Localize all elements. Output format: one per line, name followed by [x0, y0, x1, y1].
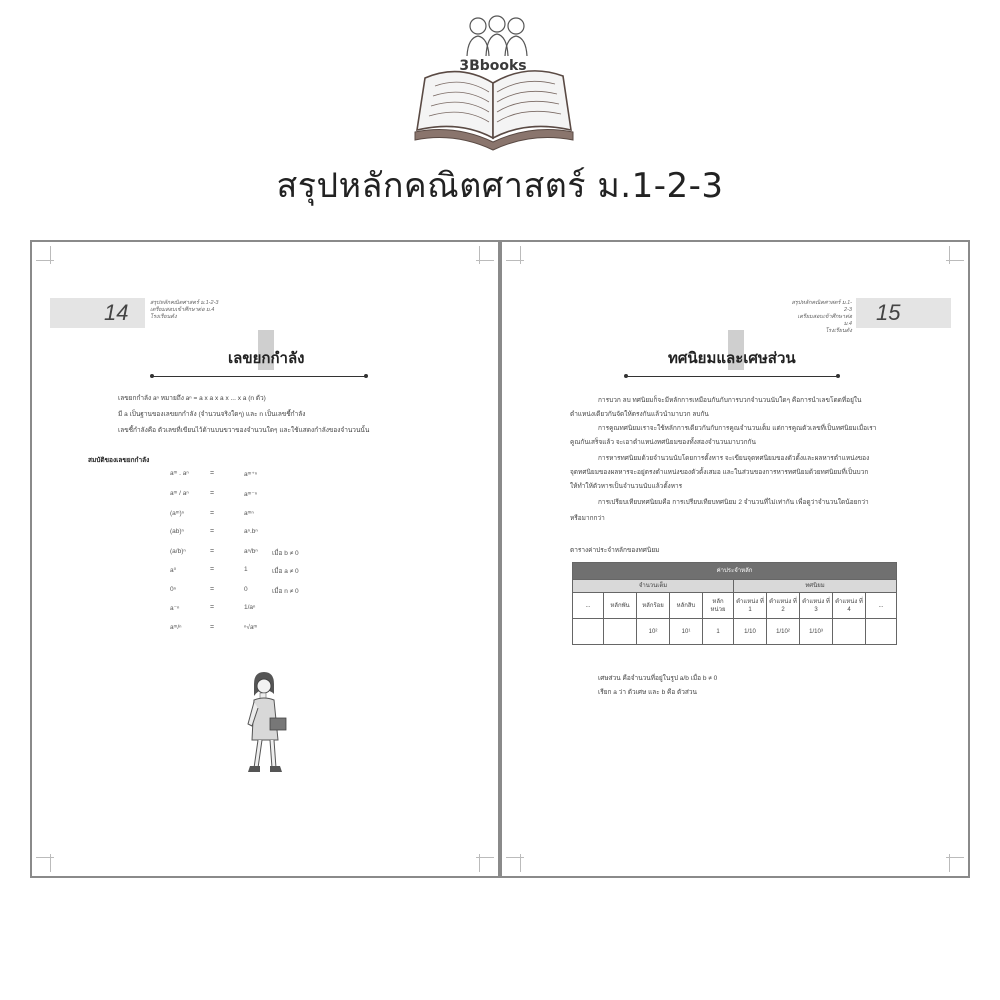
column-header: ...: [573, 593, 604, 619]
paragraph: เลขยกกำลัง aⁿ หมายถึง aⁿ = a x a x a x ... x a (n ตัว): [118, 395, 266, 402]
property-rhs: 0: [244, 586, 248, 593]
paragraph: ให้ทำให้ตัวหารเป็นจำนวนนับแล้วตั้งหาร: [570, 483, 683, 490]
page-number-box: [856, 298, 951, 328]
column-header: ตำแหน่ง ที่ 4: [833, 593, 866, 619]
crop-mark: [946, 246, 964, 264]
brand-logo: [405, 8, 580, 158]
underline-dot: [364, 374, 368, 378]
underline-dot: [624, 374, 628, 378]
paragraph: การเปรียบเทียบทศนิยมคือ การเปรียบเทียบทศนิยม 2 จำนวนที่ไม่เท่ากัน เพื่อดูว่าจำนวนใดน้อยกว่า: [598, 499, 869, 506]
properties-heading: สมบัติของเลขยกกำลัง: [88, 457, 150, 464]
column-header: ตำแหน่ง ที่ 2: [767, 593, 800, 619]
logo-text: 3Bbooks: [459, 58, 527, 74]
equals-sign: =: [210, 624, 215, 631]
main-title: สรุปหลักคณิตศาสตร์ ม.1-2-3: [276, 166, 724, 206]
paragraph: การบวก ลบ ทศนิยมก็จะมีหลักการเหมือนกันกับการบวกจำนวนนับใดๆ คือการนำเลขโดดที่อยู่ใน: [598, 397, 862, 404]
running-header: สรุปหลักคณิตศาสตร์ ม.1-2-3 เตรียมสอบเข้าศึกษาต่อ ม.4 โรงเรียนดัง: [150, 300, 219, 320]
property-condition: เมื่อ b ≠ 0: [272, 550, 299, 557]
equals-sign: =: [210, 490, 215, 497]
crop-mark: [506, 854, 524, 872]
crop-mark: [476, 246, 494, 264]
property-rhs: aᵐ⁺ⁿ: [244, 471, 258, 478]
property-lhs: (ab)ⁿ: [170, 528, 184, 535]
right-page: [500, 240, 970, 878]
property-lhs: aᵐ/ⁿ: [170, 624, 182, 631]
underline-dot: [150, 374, 154, 378]
paragraph: คูณกันเสร็จแล้ว จะเอาตำแหน่งทศนิยมของทั้งสองจำนวนมาบวกกัน: [570, 439, 756, 446]
page-number-box: [50, 298, 145, 328]
title-underline: [152, 376, 366, 377]
table-cell: 1/10³: [800, 619, 833, 645]
crop-mark: [946, 854, 964, 872]
column-header: ...: [866, 593, 897, 619]
page-number: 14: [104, 300, 129, 325]
title-underline: [626, 376, 838, 377]
equals-sign: =: [210, 566, 215, 573]
table-cell: 10²: [637, 619, 670, 645]
table-cell: 10¹: [670, 619, 703, 645]
table-title: ค่าประจำหลัก: [573, 563, 897, 580]
property-lhs: aᵐ / aⁿ: [170, 490, 189, 497]
table-cell: [833, 619, 866, 645]
property-lhs: a⁻ⁿ: [170, 605, 180, 612]
running-header: สรุปหลักคณิตศาสตร์ ม.1-2-3 เตรียมสอบเข้าศึกษาต่อ ม.4 โรงเรียนดัง: [791, 300, 852, 334]
table-cell: [573, 619, 604, 645]
property-rhs: 1: [244, 566, 248, 573]
equals-sign: =: [210, 604, 215, 611]
paragraph: เลขชี้กำลังคือ ตัวเลขที่เขียนไว้ด้านบนขวาของจำนวนใดๆ และใช้แสดงกำลังของจำนวนนั้น: [118, 427, 370, 434]
property-lhs: 0ⁿ: [170, 586, 176, 593]
table-cell: [866, 619, 897, 645]
paragraph: มี a เป็นฐานของเลขยกกำลัง (จำนวนจริงใดๆ) และ n เป็นเลขชี้กำลัง: [118, 411, 306, 418]
chapter-title: เลขยกกำลัง: [228, 349, 305, 367]
property-rhs: 1/aⁿ: [244, 604, 256, 611]
crop-mark: [476, 854, 494, 872]
column-header: หลักพัน: [604, 593, 637, 619]
table-cell: 1/10²: [767, 619, 800, 645]
paragraph: จุดทศนิยมของผลหารจะอยู่ตรงตำแหน่งของตัวตั้งเสมอ และในส่วนของการหารทศนิยมด้วยทศนิยมที่เป็นบวก: [570, 469, 869, 476]
paragraph: การหารทศนิยมด้วยจำนวนนับโดยการตั้งหาร จะเขียนจุดทศนิยมของตัวตั้งและผลหารตำแหน่งของ: [598, 455, 870, 462]
column-header: ตำแหน่ง ที่ 3: [800, 593, 833, 619]
property-lhs: (a/b)ⁿ: [170, 548, 186, 555]
table-caption: ตารางค่าประจำหลักของทศนิยม: [570, 547, 660, 554]
chapter-title: ทศนิยมและเศษส่วน: [668, 349, 796, 367]
book-spread: [30, 240, 970, 878]
property-lhs: a⁰: [170, 567, 177, 574]
equals-sign: =: [210, 470, 215, 477]
crop-mark: [36, 854, 54, 872]
table-cell: 1: [703, 619, 734, 645]
group-whole: จำนวนเต็ม: [573, 580, 734, 593]
property-condition: เมื่อ n ≠ 0: [272, 588, 299, 595]
table-cell: 1/10: [734, 619, 767, 645]
fraction-definition: เรียก a ว่า ตัวเศษ และ b คือ ตัวส่วน: [598, 689, 697, 696]
underline-dot: [836, 374, 840, 378]
fraction-definition: เศษส่วน คือจำนวนที่อยู่ในรูป a/b เมื่อ b ≠ 0: [598, 675, 718, 682]
equals-sign: =: [210, 510, 215, 517]
property-condition: เมื่อ a ≠ 0: [272, 568, 299, 575]
paragraph: หรือมากกว่า: [570, 515, 605, 522]
equals-sign: =: [210, 528, 215, 535]
column-header: หลักร้อย: [637, 593, 670, 619]
page-number: 15: [876, 300, 901, 325]
property-lhs: (aᵐ)ⁿ: [170, 510, 185, 517]
left-page: [30, 240, 500, 878]
equals-sign: =: [210, 548, 215, 555]
table-cell: [604, 619, 637, 645]
column-header: หลักสิบ: [670, 593, 703, 619]
column-header: หลัก หน่วย: [703, 593, 734, 619]
property-lhs: aᵐ . aⁿ: [170, 470, 189, 477]
paragraph: การคูณทศนิยมเราจะใช้หลักการเดียวกันกับการคูณจำนวนเต็ม แต่การคูณตัวเลขที่เป็นทศนิยมเมื่อเรา: [598, 425, 877, 432]
crop-mark: [36, 246, 54, 264]
property-rhs: aᵐⁿ: [244, 510, 254, 517]
property-rhs: aᵐ⁻ⁿ: [244, 491, 258, 498]
student-illustration: [240, 670, 300, 782]
column-header: ตำแหน่ง ที่ 1: [734, 593, 767, 619]
place-value-table: [572, 562, 897, 645]
property-rhs: aⁿ.bⁿ: [244, 528, 258, 535]
open-book-illustration: [405, 8, 580, 158]
girl-walking-icon: [240, 670, 300, 782]
property-rhs: aⁿ/bⁿ: [244, 548, 258, 555]
equals-sign: =: [210, 586, 215, 593]
crop-mark: [506, 246, 524, 264]
paragraph: ตำแหน่งเดียวกันจัดให้ตรงกันแล้วนำมาบวก ลบกัน: [570, 411, 709, 418]
property-rhs: ⁿ√aᵐ: [244, 624, 258, 631]
group-decimal: ทศนิยม: [734, 580, 897, 593]
